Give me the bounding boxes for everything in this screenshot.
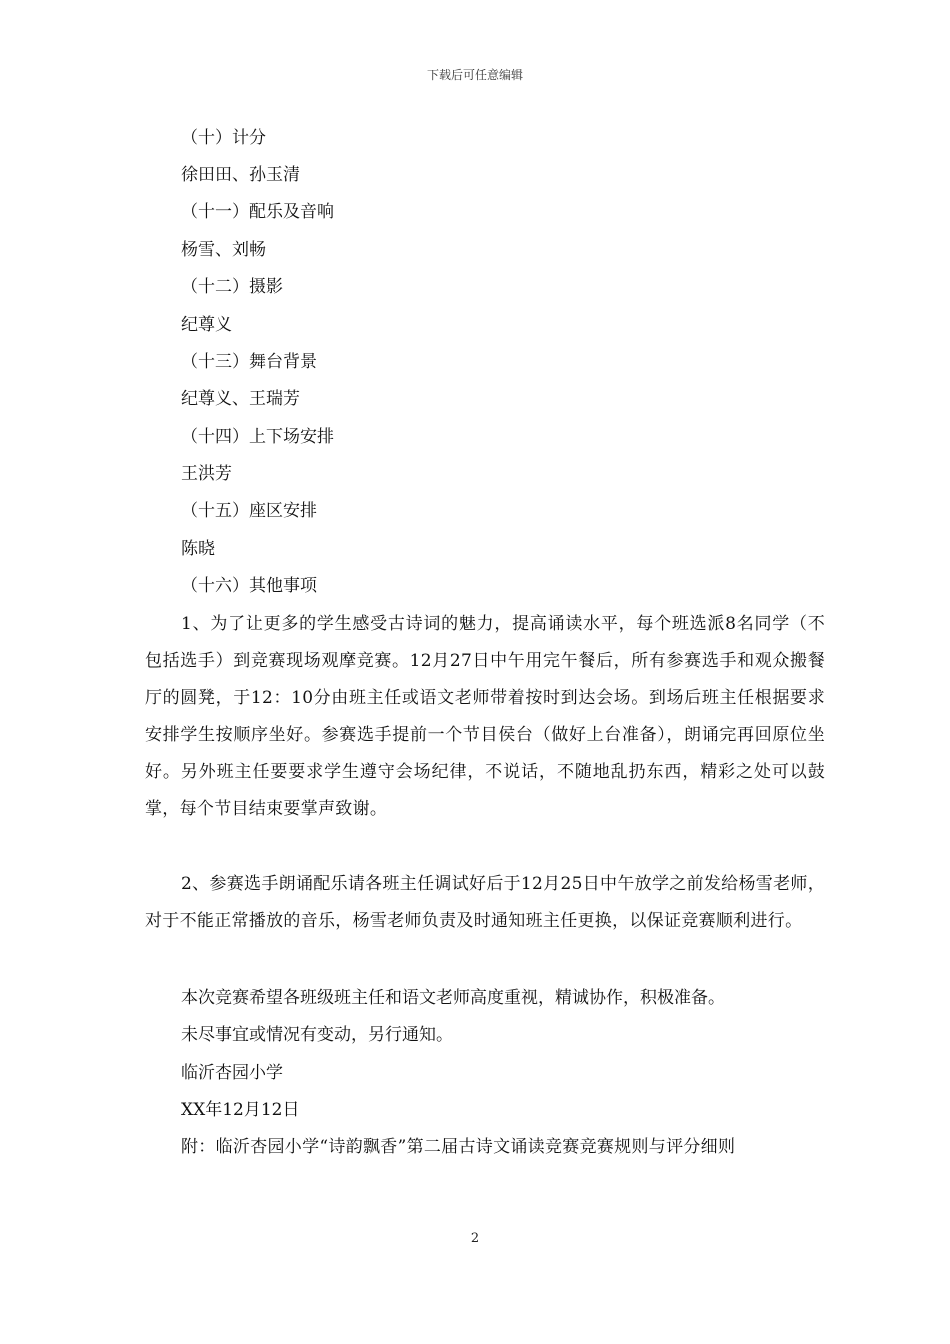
staff-stage-backdrop: 纪尊义、王瑞芳 [181,389,300,409]
school-signature: 临沂杏园小学 [181,1063,283,1083]
page-header: 下载后可任意编辑 [426,68,523,82]
staff-stage-entry: 王洪芳 [181,464,232,484]
section-heading-photography: （十二）摄影 [181,277,283,297]
staff-music: 杨雪、刘畅 [181,240,266,260]
closing-notice: 未尽事宜或情况有变动，另行通知。 [181,1025,453,1045]
staff-photography: 纪尊义 [181,315,232,335]
attachment-note: 附：临沂杏园小学“诗韵飘香”第二届古诗文诵读竞赛竞赛规则与评分细则 [181,1137,736,1157]
paragraph-music-submission: 2、参赛选手朗诵配乐请各班主任调试好后于12月25日中午放学之前发给杨雪老师，对于不能正常播放的音乐，杨雪老师负责及时通知班主任更换，以保证竞赛顺利进行。 [145,874,825,931]
staff-scoring: 徐田田、孙玉清 [181,165,300,185]
page-number: 2 [470,1231,480,1246]
closing-expectation: 本次竞赛希望各班级班主任和语文老师高度重视，精诚协作，积极准备。 [181,988,725,1008]
section-heading-other-matters: （十六）其他事项 [181,576,317,596]
paragraph-observation-arrangement: 1、为了让更多的学生感受古诗词的魅力，提高诵读水平，每个班选派8名同学（不包括选手）到竞赛现场观摩竞赛。12月27日中午用完午餐后，所有参赛选手和观众搬餐厅的圆凳，于12：10分由班主任或语文老师带着按时到达会场。到场后班主任根据要求安排学生按顺序坐好。参赛选手提前一个节目侯台（做好上台准备），朗诵完再回原位坐好。另外班主任要要求学生遵守会场纪律，不说话，不随地乱扔东西，精彩之处可以鼓掌，每个节目结束要掌声致谢。 [145,614,825,819]
section-heading-music: （十一）配乐及音响 [181,202,334,222]
section-heading-scoring: （十）计分 [181,128,266,148]
section-heading-stage-entry: （十四）上下场安排 [181,427,334,447]
section-heading-seating: （十五）座区安排 [181,501,317,521]
section-heading-stage-backdrop: （十三）舞台背景 [181,352,317,372]
staff-seating: 陈晓 [181,539,215,559]
document-date: XX年12月12日 [181,1100,300,1120]
